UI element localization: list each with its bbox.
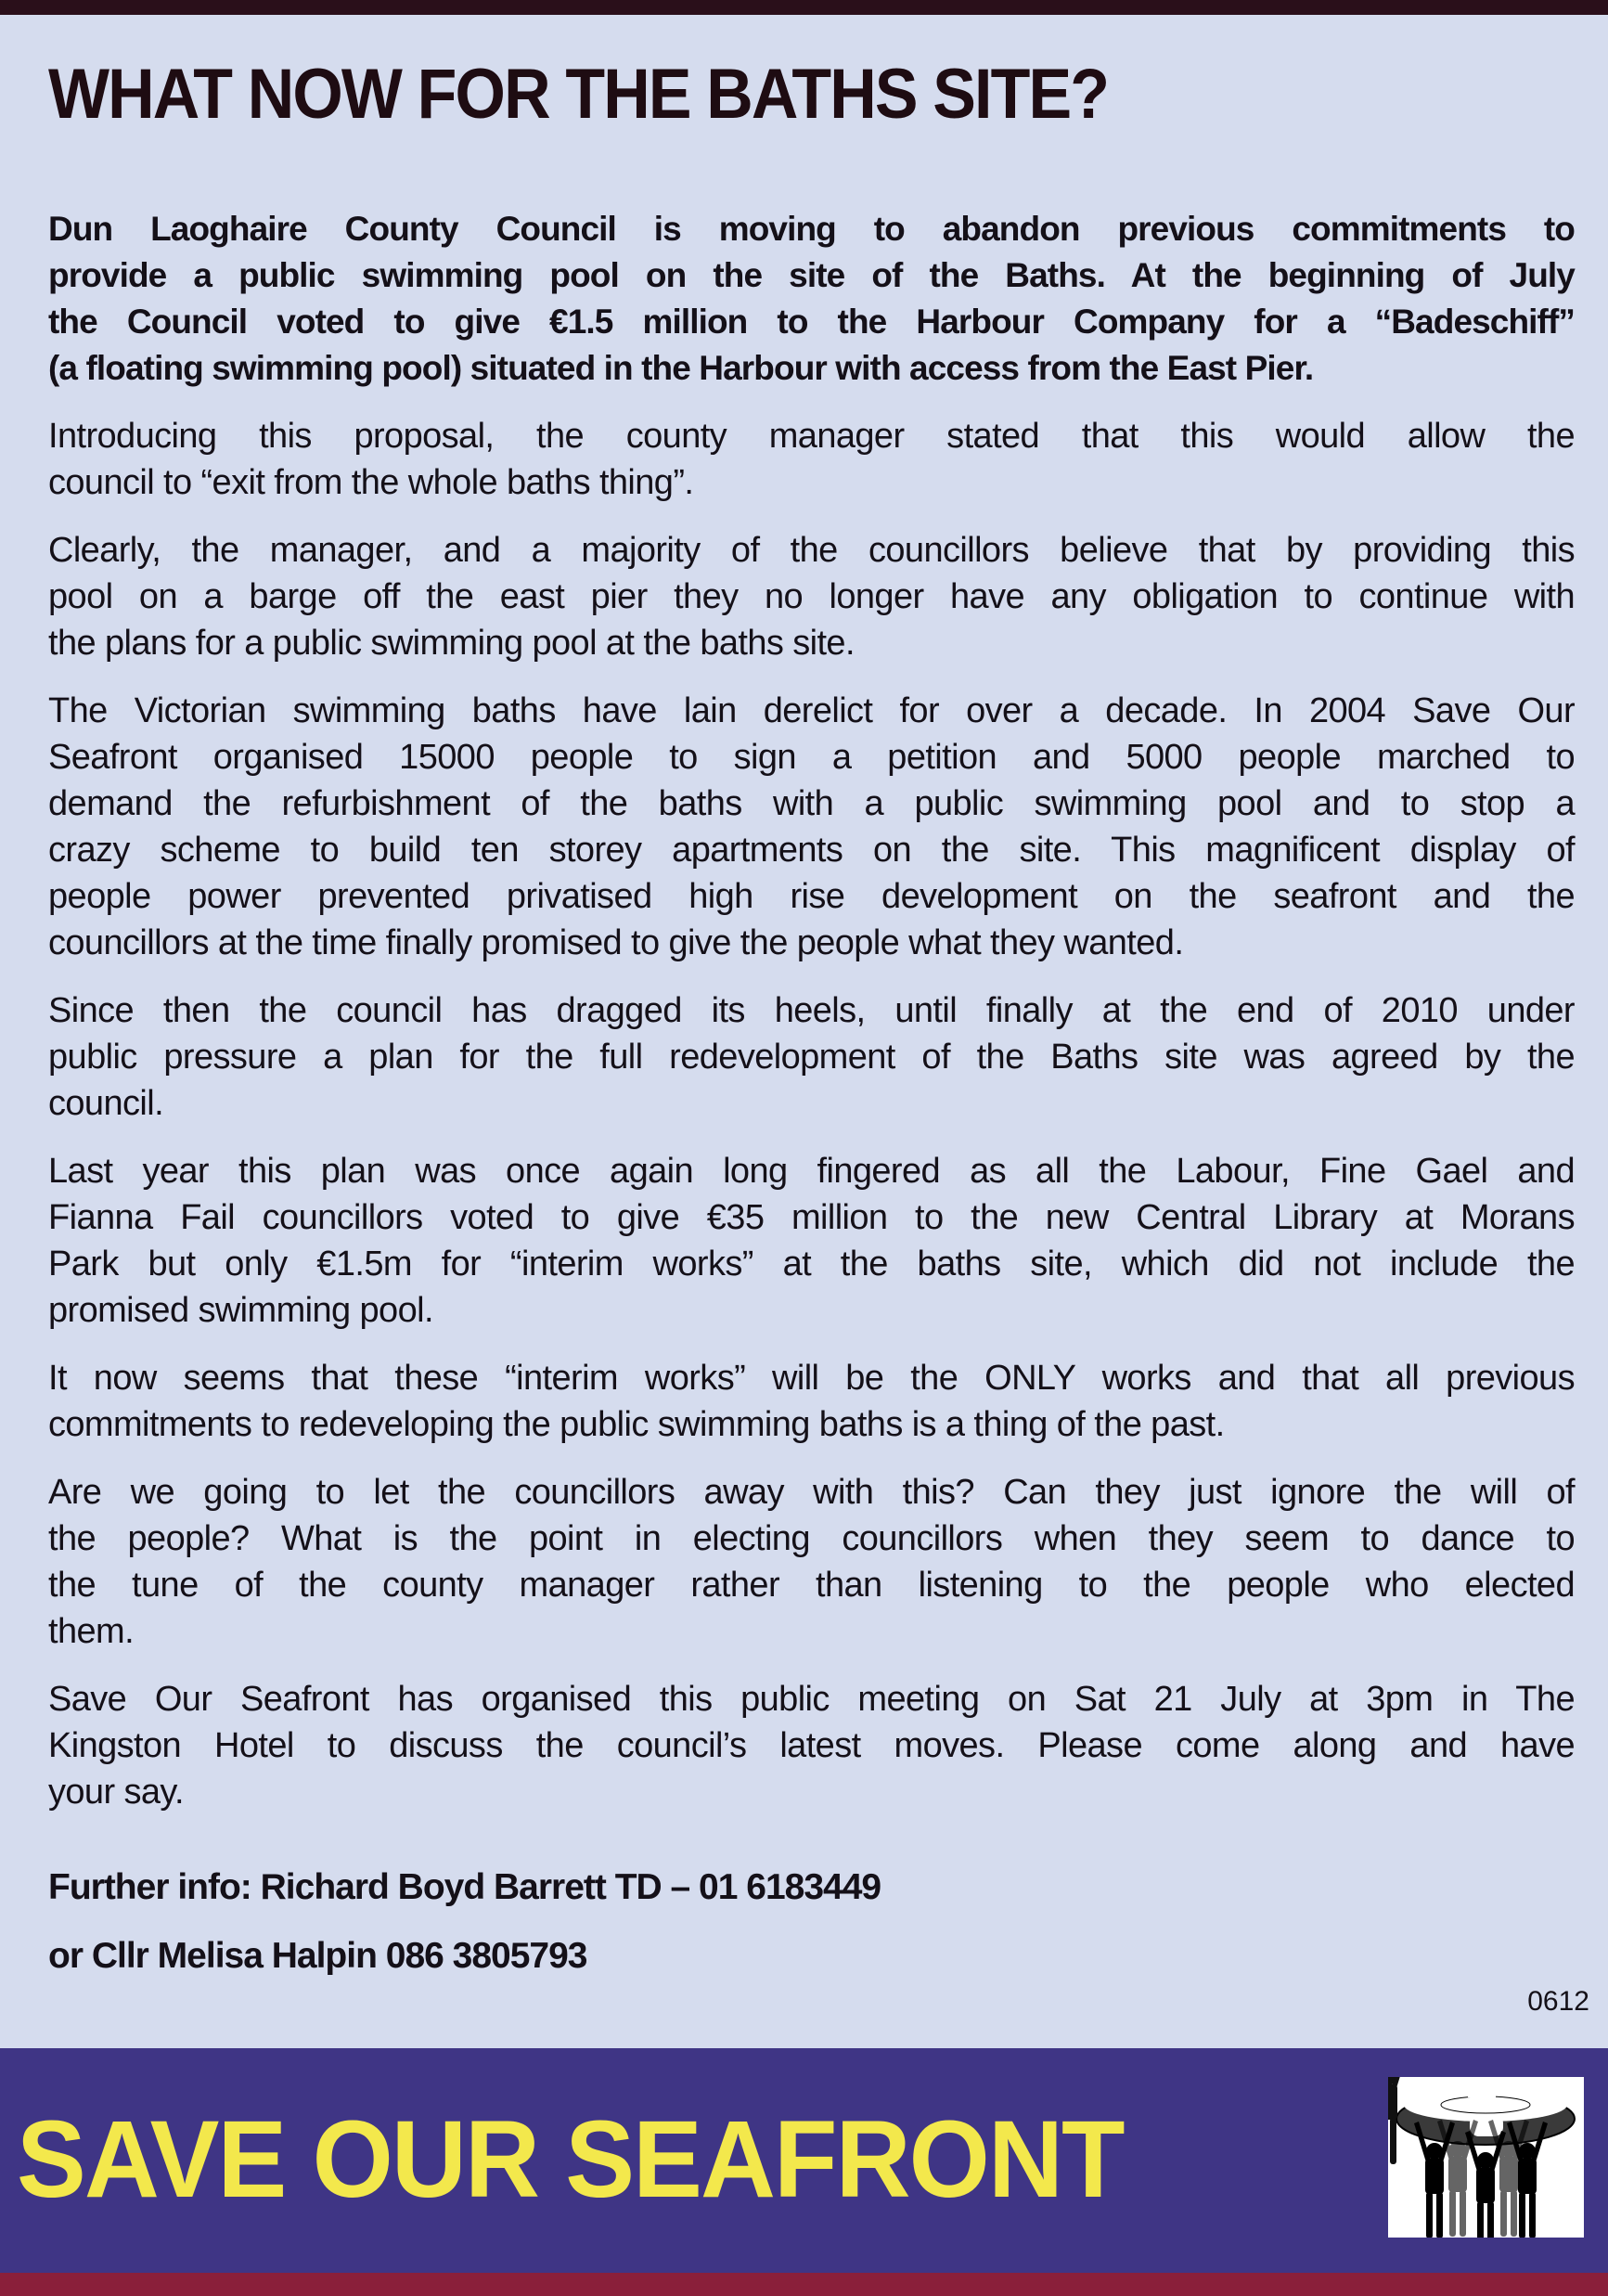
bottom-border [0, 2273, 1608, 2296]
paragraph-line: people power prevented privatised high rise development on the seafront and the [48, 877, 1575, 916]
contact-line-2: or Cllr Melisa Halpin 086 3805793 [48, 1936, 587, 1976]
paragraph-line: the Council voted to give €1.5 million to the Harbour Company for a “Badeschiff” [48, 303, 1575, 341]
paragraph [48, 527, 1575, 666]
paragraph-line: the tune of the county manager rather than listening to the people who elected [48, 1566, 1575, 1605]
paragraph-line: crazy scheme to build ten storey apartments on the site. This magnificent display of [48, 831, 1575, 870]
paragraph-line: provide a public swimming pool on the site of the Baths. At the beginning of July [48, 256, 1575, 294]
contact-line-1: Further info: Richard Boyd Barrett TD – 01 6183449 [48, 1867, 881, 1907]
paragraph-line: council to “exit from the whole baths thing”. [48, 463, 694, 502]
paragraph-line: Since then the council has dragged its heels, until finally at the end of 2010 under [48, 991, 1575, 1030]
paragraph-line: Are we going to let the councillors away with this? Can they just ignore the will of [48, 1473, 1575, 1512]
paragraph [48, 1469, 1575, 1655]
paragraph-line: Last year this plan was once again long fingered as all the Labour, Fine Gael and [48, 1152, 1575, 1191]
paragraph-line: commitments to redeveloping the public swimming baths is a thing of the past. [48, 1405, 1225, 1444]
paragraph [48, 688, 1575, 966]
paragraph-line: Save Our Seafront has organised this public meeting on Sat 21 July at 3pm in The [48, 1680, 1575, 1719]
paragraph [48, 1148, 1575, 1334]
paragraph [48, 413, 1575, 506]
paragraph-line: the plans for a public swimming pool at the baths site. [48, 624, 855, 663]
paragraph-line: It now seems that these “interim works” will be the ONLY works and that all previous [48, 1359, 1575, 1398]
page-title: WHAT NOW FOR THE BATHS SITE? [48, 55, 1109, 134]
paragraph [48, 1676, 1575, 1815]
paragraph-line: Clearly, the manager, and a majority of the councillors believe that by providing this [48, 531, 1575, 570]
leaflet-code: 0612 [1527, 1986, 1589, 2017]
paragraph-line: Park but only €1.5m for “interim works” at the baths site, which did not include the [48, 1245, 1575, 1283]
article-body [48, 206, 1575, 1837]
people-holding-lifebuoy-icon [1388, 2077, 1584, 2238]
paragraph-line: Kingston Hotel to discuss the council’s latest moves. Please come along and have [48, 1726, 1575, 1765]
paragraph-line: demand the refurbishment of the baths with a public swimming pool and to stop a [48, 784, 1575, 823]
paragraph-line: them. [48, 1612, 135, 1651]
paragraph-line: Introducing this proposal, the county manager stated that this would allow the [48, 417, 1575, 456]
paragraph-line: the people? What is the point in electing councillors when they seem to dance to [48, 1519, 1575, 1558]
paragraph-line: your say. [48, 1773, 184, 1812]
paragraph-line: Dun Laoghaire County Council is moving to abandon previous commitments to [48, 210, 1575, 248]
paragraph [48, 987, 1575, 1127]
paragraph-line: Fianna Fail councillors voted to give €35 million to the new Central Library at Morans [48, 1198, 1575, 1237]
paragraph-line: council. [48, 1084, 164, 1123]
paragraph-line: The Victorian swimming baths have lain derelict for over a decade. In 2004 Save Our [48, 691, 1575, 730]
top-border [0, 0, 1608, 15]
paragraph [48, 206, 1575, 392]
paragraph-line: councillors at the time finally promised to give the people what they wanted. [48, 923, 1184, 962]
paragraph [48, 1355, 1575, 1448]
paragraph-line: promised swimming pool. [48, 1291, 433, 1330]
paragraph-line: public pressure a plan for the full redevelopment of the Baths site was agreed by the [48, 1038, 1575, 1077]
banner-title: SAVE OUR SEAFRONT [17, 2098, 1124, 2221]
paragraph-line: (a floating swimming pool) situated in the Harbour with access from the East Pier. [48, 349, 1314, 387]
paragraph-line: Seafront organised 15000 people to sign a petition and 5000 people marched to [48, 738, 1575, 777]
paragraph-line: pool on a barge off the east pier they no longer have any obligation to continue with [48, 577, 1575, 616]
footer-banner [0, 2048, 1608, 2273]
